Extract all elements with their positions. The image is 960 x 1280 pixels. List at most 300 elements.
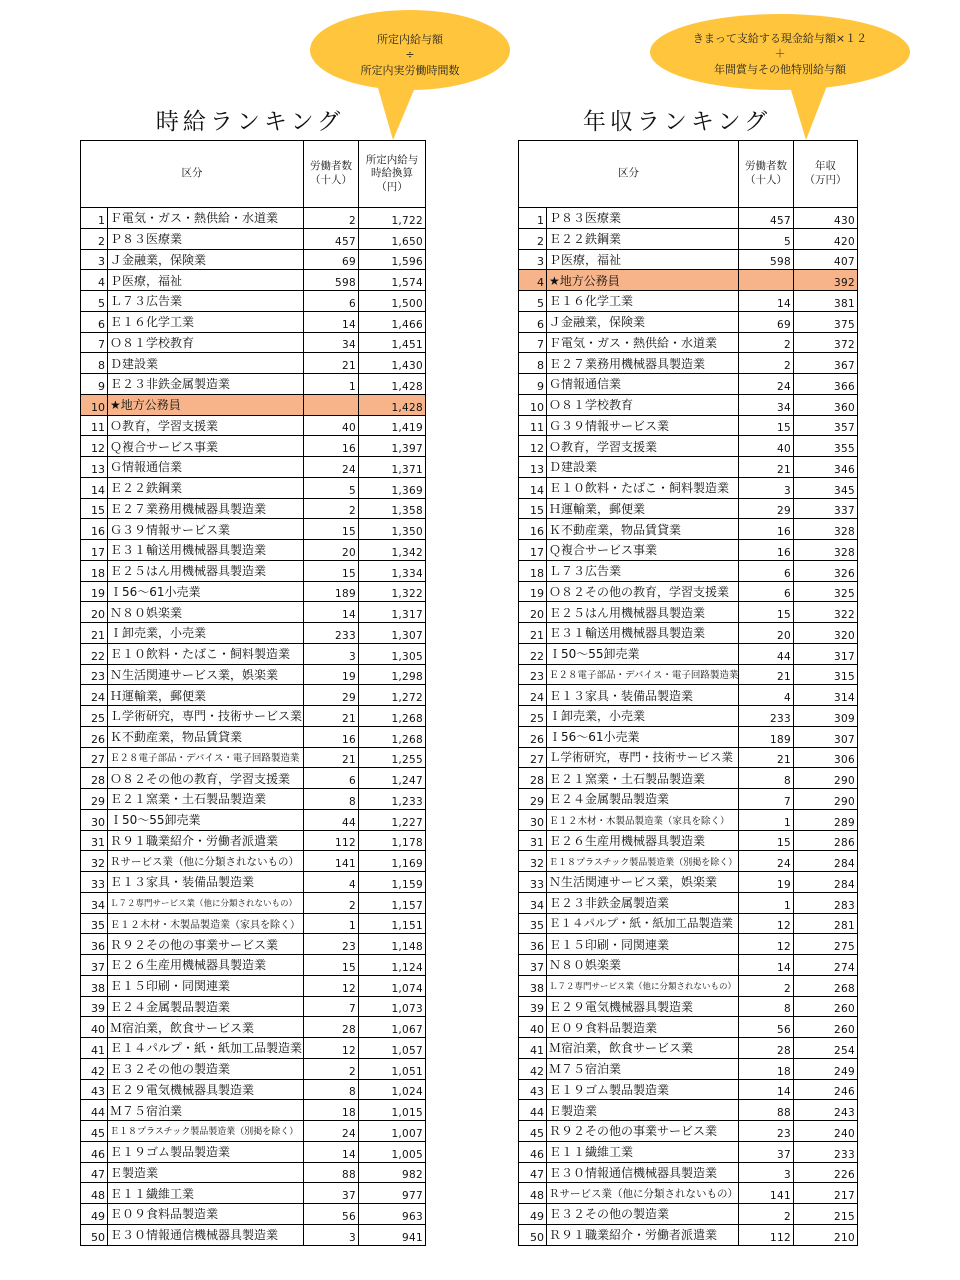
workers-cell: 69 [739, 312, 794, 333]
rank-cell: 20 [81, 602, 108, 623]
label-cell: Ｅ２９電気機械器具製造業 [108, 1080, 304, 1101]
workers-cell: 2 [739, 976, 794, 997]
workers-cell: 19 [304, 665, 359, 686]
rank-cell: 39 [519, 997, 547, 1018]
value-cell: 1,428 [359, 395, 426, 416]
value-cell: 977 [359, 1183, 426, 1204]
workers-cell: 24 [304, 1121, 359, 1142]
callout-line-1: 所定内給与額 [377, 33, 443, 46]
value-cell: 355 [794, 436, 858, 457]
label-cell: Ｌ７２専門サービス業（他に分類されないもの） [547, 976, 739, 997]
header-category-label: 区分 [181, 167, 203, 180]
table-row [519, 291, 858, 312]
value-cell: 286 [794, 831, 858, 852]
value-cell: 1,272 [359, 685, 426, 706]
workers-cell: 21 [739, 748, 794, 769]
workers-cell: 88 [304, 1163, 359, 1184]
value-cell: 392 [794, 270, 858, 291]
rank-cell: 29 [519, 789, 547, 810]
table-row [81, 872, 426, 893]
header-workers-line1: 労働者数 [745, 160, 787, 173]
table-row [519, 1017, 858, 1038]
workers-cell: 15 [739, 831, 794, 852]
table-row [519, 851, 858, 872]
value-cell: 306 [794, 748, 858, 769]
value-cell: 1,233 [359, 789, 426, 810]
label-cell: Ｅ２２鉄鋼業 [547, 229, 739, 250]
label-cell: Ｉ卸売業，小売業 [547, 706, 739, 727]
rank-cell: 23 [81, 665, 108, 686]
value-cell: 1,722 [359, 208, 426, 229]
table-row [519, 374, 858, 395]
workers-cell: 56 [304, 1204, 359, 1225]
value-cell: 284 [794, 851, 858, 872]
rank-cell: 5 [519, 291, 547, 312]
workers-cell: 34 [739, 395, 794, 416]
value-cell: 275 [794, 934, 858, 955]
value-cell: 1,148 [359, 934, 426, 955]
table-row [519, 561, 858, 582]
right-table-body [519, 208, 858, 1246]
label-cell: Ｑ複合サービス事業 [547, 540, 739, 561]
value-cell: 260 [794, 997, 858, 1018]
label-cell: Ｅ１６化学工業 [108, 312, 304, 333]
workers-cell: 69 [304, 250, 359, 271]
label-cell: Ｒ９２その他の事業サービス業 [547, 1121, 739, 1142]
label-cell: Ｅ製造業 [547, 1100, 739, 1121]
value-cell: 1,371 [359, 457, 426, 478]
workers-cell: 34 [304, 333, 359, 354]
value-cell: 210 [794, 1225, 858, 1246]
table-row [81, 831, 426, 852]
workers-cell: 233 [304, 623, 359, 644]
workers-cell: 23 [739, 1121, 794, 1142]
table-row [81, 582, 426, 603]
table-row [519, 768, 858, 789]
workers-cell: 24 [739, 851, 794, 872]
header-value-line2: 時給換算 [371, 167, 413, 180]
value-cell: 254 [794, 1038, 858, 1059]
rank-cell: 29 [81, 789, 108, 810]
value-cell: 246 [794, 1080, 858, 1101]
table-row [81, 1204, 426, 1225]
hourly-ranking-title: 時給ランキング [155, 109, 345, 135]
label-cell: Ｅ３０情報通信機械器具製造業 [547, 1163, 739, 1184]
rank-cell: 50 [81, 1225, 108, 1246]
header-value [359, 141, 426, 208]
workers-cell: 16 [739, 540, 794, 561]
rank-cell: 25 [519, 706, 547, 727]
label-cell: Ｅ３０情報通信機械器具製造業 [108, 1225, 304, 1246]
workers-cell: 4 [739, 685, 794, 706]
value-cell: 215 [794, 1204, 858, 1225]
table-row [81, 893, 426, 914]
rank-cell: 11 [81, 416, 108, 437]
workers-cell: 12 [304, 976, 359, 997]
workers-cell: 4 [304, 872, 359, 893]
value-cell: 307 [794, 727, 858, 748]
workers-cell: 37 [739, 1142, 794, 1163]
value-cell: 315 [794, 665, 858, 686]
rank-cell: 42 [81, 1059, 108, 1080]
workers-cell: 2 [304, 1059, 359, 1080]
rank-cell: 19 [81, 582, 108, 603]
label-cell: Ｐ８３医療業 [108, 229, 304, 250]
table-row [81, 1100, 426, 1121]
workers-cell: 40 [739, 436, 794, 457]
label-cell: Ｅ１３家具・装備品製造業 [547, 685, 739, 706]
rank-cell: 13 [81, 457, 108, 478]
table-row [519, 955, 858, 976]
rank-cell: 11 [519, 416, 547, 437]
value-cell: 281 [794, 914, 858, 935]
value-cell: 1,057 [359, 1038, 426, 1059]
label-cell: Ｅ１９ゴム製品製造業 [547, 1080, 739, 1101]
value-cell: 372 [794, 333, 858, 354]
value-cell: 1,067 [359, 1017, 426, 1038]
table-row [81, 706, 426, 727]
rank-cell: 26 [81, 727, 108, 748]
value-cell: 941 [359, 1225, 426, 1246]
table-row-highlighted [519, 270, 858, 291]
label-cell: Ｐ医療，福祉 [108, 270, 304, 291]
workers-cell: 112 [304, 831, 359, 852]
workers-cell: 8 [739, 768, 794, 789]
rank-cell: 37 [519, 955, 547, 976]
label-cell: Ｉ56～61小売業 [108, 582, 304, 603]
table-row [519, 872, 858, 893]
workers-cell: 598 [739, 250, 794, 271]
workers-cell: 56 [739, 1017, 794, 1038]
label-cell: Ｏ８２その他の教育，学習支援業 [547, 582, 739, 603]
header-workers [304, 141, 359, 208]
workers-cell: 14 [304, 1142, 359, 1163]
table-row [519, 499, 858, 520]
value-cell: 1,305 [359, 644, 426, 665]
value-cell: 367 [794, 353, 858, 374]
table-row [519, 519, 858, 540]
table-row [519, 540, 858, 561]
table-row [81, 208, 426, 229]
header-category-label: 区分 [618, 167, 639, 180]
label-cell: Ｋ不動産業，物品賃貸業 [547, 519, 739, 540]
workers-cell: 457 [304, 229, 359, 250]
value-cell: 217 [794, 1183, 858, 1204]
label-cell: Ｉ50～55卸売業 [547, 644, 739, 665]
table-header-row [81, 141, 426, 208]
value-cell: 309 [794, 706, 858, 727]
value-cell: 243 [794, 1100, 858, 1121]
rank-cell: 38 [81, 976, 108, 997]
rank-cell: 31 [519, 831, 547, 852]
label-cell: Ｎ生活関連サービス業，娯楽業 [108, 665, 304, 686]
workers-cell: 141 [304, 851, 359, 872]
table-row [81, 540, 426, 561]
workers-cell: 12 [304, 1038, 359, 1059]
callout-operator: ÷ [405, 48, 415, 61]
workers-cell: 2 [739, 353, 794, 374]
label-cell: Ｅ１６化学工業 [547, 291, 739, 312]
table-row [519, 1121, 858, 1142]
label-cell: Ｇ情報通信業 [547, 374, 739, 395]
label-cell: Ｆ電気・ガス・熱供給・水道業 [547, 333, 739, 354]
label-cell: Ｇ３９情報サービス業 [547, 416, 739, 437]
workers-cell: 29 [739, 499, 794, 520]
value-cell: 1,419 [359, 416, 426, 437]
label-cell: Ｅ２３非鉄金属製造業 [108, 374, 304, 395]
rank-cell: 36 [81, 934, 108, 955]
value-cell: 1,430 [359, 353, 426, 374]
label-cell: Ｅ１８プラスチック製品製造業（別掲を除く） [108, 1121, 304, 1142]
value-cell: 1,151 [359, 914, 426, 935]
workers-cell: 1 [304, 914, 359, 935]
rank-cell: 21 [81, 623, 108, 644]
label-cell: Ｄ建設業 [547, 457, 739, 478]
label-cell: Ｎ８０娯楽業 [547, 955, 739, 976]
label-cell: Ｅ製造業 [108, 1163, 304, 1184]
table-row [81, 457, 426, 478]
label-cell: Ｅ３２その他の製造業 [547, 1204, 739, 1225]
table-row [519, 1142, 858, 1163]
rank-cell: 30 [81, 810, 108, 831]
table-row [519, 582, 858, 603]
rank-cell: 34 [81, 893, 108, 914]
table-row [519, 934, 858, 955]
rank-cell: 28 [519, 768, 547, 789]
value-cell: 326 [794, 561, 858, 582]
rank-cell: 21 [519, 623, 547, 644]
value-cell: 226 [794, 1163, 858, 1184]
value-cell: 1,169 [359, 851, 426, 872]
table-row [81, 914, 426, 935]
table-row [519, 831, 858, 852]
rank-cell: 30 [519, 810, 547, 831]
value-cell: 1,005 [359, 1142, 426, 1163]
value-cell: 1,157 [359, 893, 426, 914]
workers-cell: 28 [304, 1017, 359, 1038]
label-cell: Ｏ教育，学習支援業 [547, 436, 739, 457]
rank-cell: 9 [519, 374, 547, 395]
rank-cell: 16 [81, 519, 108, 540]
label-cell: Ｅ１４パルプ・紙・紙加工品製造業 [547, 914, 739, 935]
table-row [81, 789, 426, 810]
rank-cell: 32 [519, 851, 547, 872]
table-row [519, 685, 858, 706]
label-cell: Ｒ９１職業紹介・労働者派遣業 [547, 1225, 739, 1246]
rank-cell: 26 [519, 727, 547, 748]
rank-cell: 22 [519, 644, 547, 665]
rank-cell: 34 [519, 893, 547, 914]
value-cell: 346 [794, 457, 858, 478]
rank-cell: 35 [519, 914, 547, 935]
workers-cell: 15 [304, 955, 359, 976]
rank-cell: 40 [519, 1017, 547, 1038]
rank-cell: 43 [519, 1080, 547, 1101]
table-row [81, 1183, 426, 1204]
table-row [81, 478, 426, 499]
header-category [81, 141, 304, 208]
rank-cell: 25 [81, 706, 108, 727]
workers-cell: 6 [304, 768, 359, 789]
annual-ranking-title: 年収ランキング [582, 109, 772, 135]
workers-cell: 1 [304, 374, 359, 395]
rank-cell: 45 [81, 1121, 108, 1142]
table-row [81, 1225, 426, 1246]
rank-cell: 3 [81, 250, 108, 271]
table-row [519, 727, 858, 748]
workers-cell: 1 [739, 810, 794, 831]
header-value-line1: 年収 [815, 160, 836, 173]
label-cell: Ｍ７５宿泊業 [108, 1100, 304, 1121]
header-value-line2: （万円） [804, 174, 847, 186]
label-cell: Ｈ運輸業，郵便業 [547, 499, 739, 520]
rank-cell: 1 [519, 208, 547, 229]
value-cell: 328 [794, 519, 858, 540]
value-cell: 1,428 [359, 374, 426, 395]
value-cell: 357 [794, 416, 858, 437]
table-row [519, 436, 858, 457]
value-cell: 360 [794, 395, 858, 416]
table-row [81, 727, 426, 748]
label-cell: Ｅ１２木材・木製品製造業（家具を除く） [547, 810, 739, 831]
table-row [81, 416, 426, 437]
table-row [81, 644, 426, 665]
rank-cell: 12 [81, 436, 108, 457]
rank-cell: 2 [81, 229, 108, 250]
label-cell: Ｅ１０飲料・たばこ・飼料製造業 [547, 478, 739, 499]
workers-cell: 18 [739, 1059, 794, 1080]
table-row [519, 250, 858, 271]
workers-cell: 88 [739, 1100, 794, 1121]
table-row [81, 229, 426, 250]
rank-cell: 50 [519, 1225, 547, 1246]
table-row [81, 623, 426, 644]
value-cell: 317 [794, 644, 858, 665]
value-cell: 1,255 [359, 748, 426, 769]
workers-cell: 24 [304, 457, 359, 478]
rank-cell: 49 [81, 1204, 108, 1225]
header-workers-line2: （十人） [310, 174, 352, 186]
value-cell: 289 [794, 810, 858, 831]
table-row [81, 333, 426, 354]
value-cell: 1,051 [359, 1059, 426, 1080]
workers-cell: 141 [739, 1183, 794, 1204]
rank-cell: 6 [519, 312, 547, 333]
rank-cell: 10 [81, 395, 108, 416]
rank-cell: 48 [81, 1183, 108, 1204]
workers-cell: 3 [739, 1163, 794, 1184]
rank-cell: 46 [81, 1142, 108, 1163]
workers-cell: 19 [739, 872, 794, 893]
table-row [81, 955, 426, 976]
rank-cell: 44 [519, 1100, 547, 1121]
label-cell: Ｍ宿泊業，飲食サービス業 [547, 1038, 739, 1059]
value-cell: 963 [359, 1204, 426, 1225]
label-cell: Ｅ２８電子部品・デバイス・電子回路製造業 [108, 748, 304, 769]
workers-cell: 14 [304, 602, 359, 623]
value-cell: 268 [794, 976, 858, 997]
rank-cell: 49 [519, 1204, 547, 1225]
rank-cell: 24 [519, 685, 547, 706]
label-cell: Ｅ２５はん用機械器具製造業 [108, 561, 304, 582]
workers-cell: 7 [739, 789, 794, 810]
value-cell: 1,074 [359, 976, 426, 997]
value-cell: 1,227 [359, 810, 426, 831]
table-row [81, 291, 426, 312]
label-cell: Ｊ金融業，保険業 [108, 250, 304, 271]
workers-cell: 21 [739, 665, 794, 686]
rank-cell: 42 [519, 1059, 547, 1080]
label-cell: Ｐ８３医療業 [547, 208, 739, 229]
table-row [81, 519, 426, 540]
workers-cell: 28 [739, 1038, 794, 1059]
table-row [519, 789, 858, 810]
value-cell: 1,298 [359, 665, 426, 686]
rank-cell: 44 [81, 1100, 108, 1121]
table-row [81, 436, 426, 457]
value-cell: 1,268 [359, 706, 426, 727]
value-cell: 249 [794, 1059, 858, 1080]
workers-cell: 6 [739, 582, 794, 603]
value-cell: 1,073 [359, 997, 426, 1018]
label-cell: Ｎ生活関連サービス業，娯楽業 [547, 872, 739, 893]
table-row [81, 976, 426, 997]
workers-cell: 15 [739, 602, 794, 623]
workers-cell: 6 [304, 291, 359, 312]
rank-cell: 4 [81, 270, 108, 291]
workers-cell: 16 [304, 727, 359, 748]
label-cell: Ｅ２５はん用機械器具製造業 [547, 602, 739, 623]
table-row [519, 395, 858, 416]
callout-line-1: きまって支給する現金給与額×１２ [692, 32, 868, 45]
table-row [519, 997, 858, 1018]
table-row [519, 810, 858, 831]
table-row [81, 748, 426, 769]
value-cell: 1,369 [359, 478, 426, 499]
label-cell: Ｏ８２その他の教育，学習支援業 [108, 768, 304, 789]
label-cell: Ｅ１８プラスチック製品製造業（別掲を除く） [547, 851, 739, 872]
value-cell: 1,500 [359, 291, 426, 312]
rank-cell: 15 [519, 499, 547, 520]
workers-cell: 15 [304, 561, 359, 582]
workers-cell: 15 [739, 416, 794, 437]
value-cell: 290 [794, 789, 858, 810]
rank-cell: 1 [81, 208, 108, 229]
table-header-row [519, 141, 858, 208]
callout-operator: ＋ [774, 47, 786, 60]
header-workers-line1: 労働者数 [310, 160, 352, 173]
value-cell: 1,007 [359, 1121, 426, 1142]
value-cell: 314 [794, 685, 858, 706]
value-cell: 1,350 [359, 519, 426, 540]
workers-cell: 44 [304, 810, 359, 831]
rank-cell: 18 [519, 561, 547, 582]
workers-cell: 21 [304, 706, 359, 727]
value-cell: 284 [794, 872, 858, 893]
value-cell: 1,178 [359, 831, 426, 852]
workers-cell: 24 [739, 374, 794, 395]
value-cell: 274 [794, 955, 858, 976]
label-cell: Ｏ教育，学習支援業 [108, 416, 304, 437]
rank-cell: 39 [81, 997, 108, 1018]
table-row [81, 1059, 426, 1080]
rank-cell: 16 [519, 519, 547, 540]
rank-cell: 43 [81, 1080, 108, 1101]
value-cell: 260 [794, 1017, 858, 1038]
value-cell: 420 [794, 229, 858, 250]
label-cell: Ｅ２４金属製品製造業 [547, 789, 739, 810]
workers-cell: 5 [739, 229, 794, 250]
